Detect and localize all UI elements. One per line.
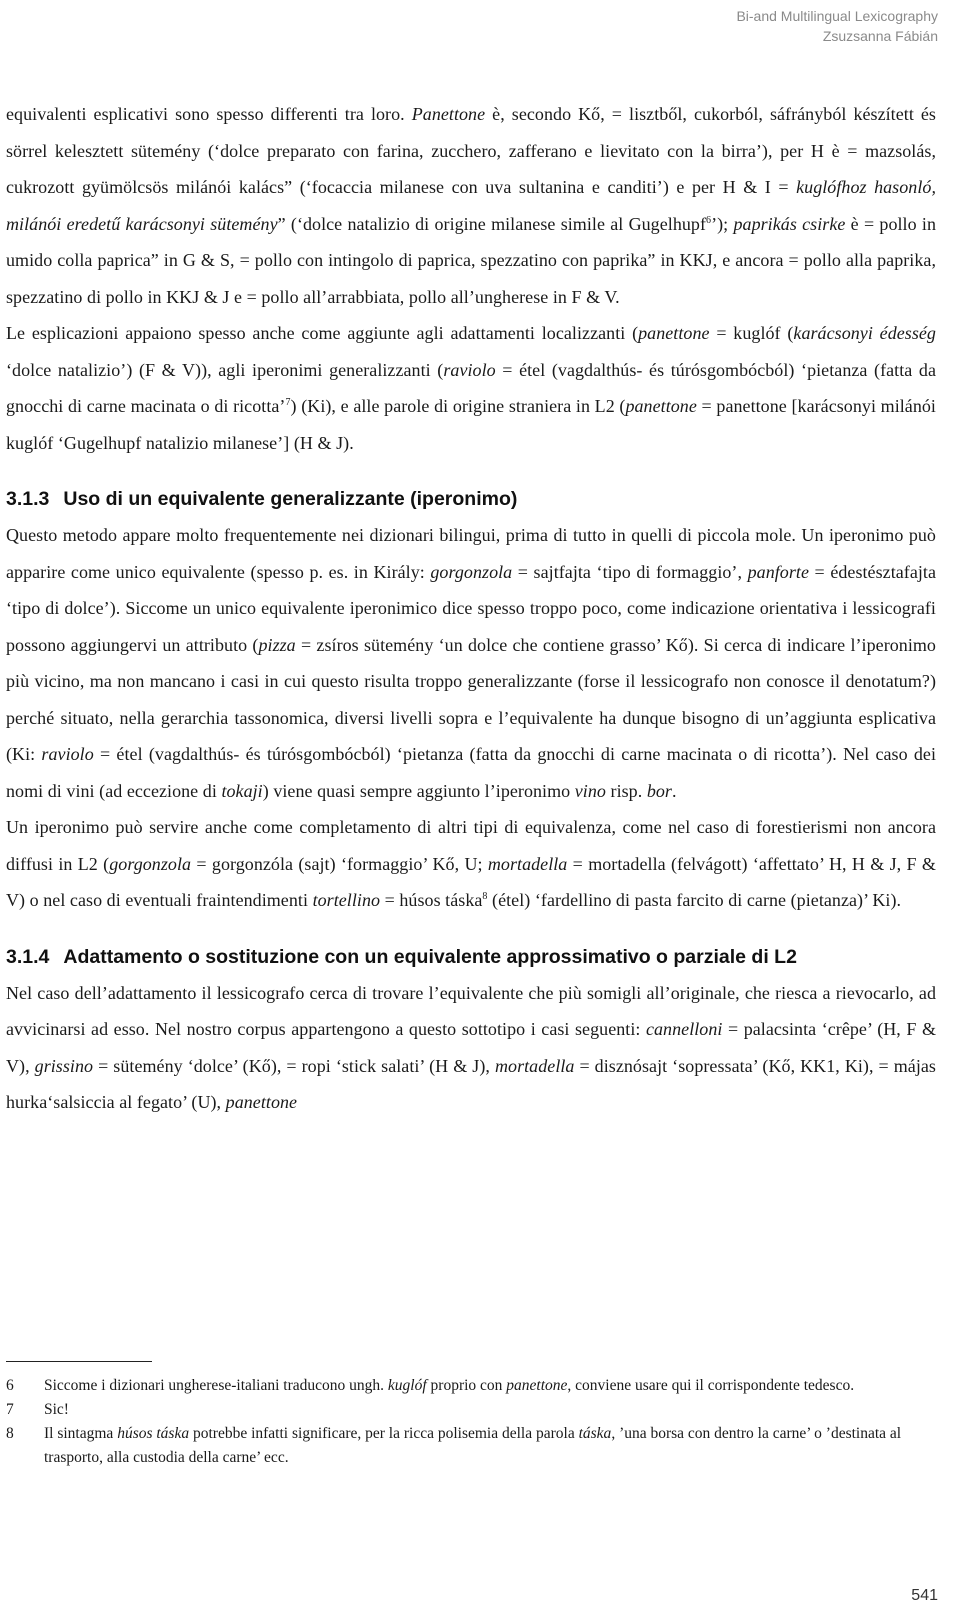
main-content: [6, 96, 936, 1121]
italic-term: vino: [574, 780, 606, 801]
italic-term: tortellino: [312, 890, 381, 910]
paragraph-4: [6, 809, 936, 919]
italic-term: raviolo: [41, 744, 94, 764]
italic-term: karácsonyi édesség: [793, 323, 936, 343]
italic-term: Panettone: [411, 104, 486, 124]
italic-term: kuglófhoz hasonló, milánói eredetű karácsonyi sütemény: [6, 177, 936, 234]
text-span: Un iperonimo può servire anche come completamento di altri tipi di equivalenza, come nel caso di forestierismi non ancora diffusi in L2 (: [6, 817, 936, 874]
paragraph-1: [6, 96, 936, 315]
text-span: = zsíros sütemény ‘un dolce che contiene grasso’ Kő). Si cerca di indicare l’iperonimo più vicino, ma non mancano i casi in cui questo risulta troppo generalizzante (forse il lessicografo non conosce il denotatum?) perché situato, nella gerarchia tassonomica, diversi livelli sopra e l’equivalente ha dunque bisogno di un’aggiunta esplicativa (Ki:: [6, 634, 936, 764]
paragraph-5: [6, 975, 936, 1121]
section-number: 3.1.3: [6, 488, 50, 510]
text-span: è = pollo in umido colla paprica” in G & S, = pollo con intingolo di paprica, spezzatino con paprika” in KKJ, e ancora = pollo alla paprika, spezzatino di pollo in KKJ & J e = pollo all’arrabbiata, pollo all’ungherese in F & V.: [6, 213, 936, 307]
italic-term: gorgonzola: [109, 853, 192, 874]
italic-term: húsos táska: [117, 1425, 190, 1442]
italic-term: tokaji: [221, 780, 263, 801]
footnote-7: [6, 1398, 936, 1422]
text-span: = palacsinta ‘crêpe’ (H, F & V),: [6, 1019, 937, 1076]
italic-term: panettone: [225, 1092, 298, 1112]
text-span: Siccome i dizionari ungherese-italiani traducono ungh.: [44, 1377, 388, 1394]
text-span: proprio con: [426, 1377, 507, 1394]
footnote-divider: [6, 1361, 152, 1362]
text-span: Nel caso dell’adattamento il lessicografo cerca di trovare l’equivalente che più somigli all’originale, che riesca a rievocarlo, ad avvicinarsi ad esso. Nel nostro corpus appartengono a questo sottotipo i casi seguenti:: [6, 982, 936, 1039]
author-name: Zsuzsanna Fábián: [822, 28, 938, 44]
section-title: Uso di un equivalente generalizzante (iperonimo): [63, 488, 518, 510]
footnote-ref-7[interactable]: 7: [285, 397, 291, 408]
text-span: = disznósajt ‘sopressata’ (Kő, KK1, Ki), = májas hurka‘salsiccia al fegato’ (U),: [6, 1055, 936, 1112]
text-span: potrebbe infatti significare, per la ricca polisemia della parola: [189, 1425, 579, 1442]
text-span: = gorgonzóla (sajt) ‘formaggio’ Kő, U;: [191, 853, 488, 874]
italic-term: panettone: [625, 396, 697, 416]
text-span: ‘dolce natalizio’) (F & V)), agli iperonimi generalizzanti (: [6, 359, 444, 380]
text-span: = sajtfajta ‘tipo di formaggio’,: [512, 561, 748, 582]
footnote-text: Sic!: [44, 1401, 69, 1418]
footnote-8: [6, 1422, 936, 1470]
text-span: = mortadella (felvágott) ‘affettato’ H, H & J, F & V) o nel caso di eventuali fraintendimenti: [6, 853, 936, 910]
italic-term: panforte: [747, 561, 809, 582]
text-span: risp.: [605, 780, 647, 801]
italic-term: cannelloni: [645, 1019, 723, 1039]
section-number: 3.1.4: [6, 945, 50, 968]
italic-term: panettone: [506, 1377, 568, 1394]
journal-title: Bi-and Multilingual Lexicography: [736, 8, 938, 24]
italic-term: kuglóf: [387, 1377, 427, 1394]
footnote-ref-8[interactable]: 8: [482, 891, 488, 902]
section-heading-3-1-4: [6, 939, 936, 975]
text-span: è, secondo Kő, = lisztből, cukorból, sáfrányból készített és sörrel kelesztett sütemény (‘dolce preparato con farina, zucchero, zafferano e lievitato con la birra’), per H è = mazsolás, cukrozott gyümölcsös milánói kalács” (‘focaccia milanese con uva sultanina e canditi’) e per H & I =: [6, 104, 936, 197]
section-heading-3-1-3: [6, 481, 936, 517]
footnote-6: [6, 1374, 936, 1398]
running-header: [736, 6, 938, 46]
footnote-number: 8: [6, 1425, 14, 1442]
text-span: , ’una borsa con dentro la carne’ o ’destinata al trasporto, alla custodia della carne’ ecc.: [44, 1425, 902, 1466]
text-span: = húsos táska: [380, 890, 483, 910]
text-span: = étel (vagdalthús- és túrósgombócból) ‘pietanza (fatta da gnocchi di carne macinata o di ricotta’). Nel caso dei nomi di vini (ad eccezione di: [6, 744, 936, 801]
footnotes: [6, 1374, 936, 1470]
text-span: ’);: [711, 213, 734, 234]
italic-term: mortadella: [494, 1055, 575, 1076]
italic-term: grissino: [34, 1055, 94, 1076]
text-span: Il sintagma: [44, 1425, 118, 1442]
text-span: = étel (vagdalthús- és túrósgombócból) ‘pietanza (fatta da gnocchi di carne macinata o di ricotta’: [6, 359, 936, 416]
section-title: Adattamento o sostituzione con un equivalente approssimativo o parziale di L2: [63, 945, 797, 968]
footnote-ref-6[interactable]: 6: [706, 214, 712, 226]
footnote-text: [44, 1374, 936, 1398]
text-span: (étel) ‘fardellino di pasta farcito di carne (pietanza)’ Ki).: [487, 890, 902, 910]
text-span: = sütemény ‘dolce’ (Kő), = ropi ‘stick salati’ (H & J),: [93, 1055, 495, 1076]
italic-term: táska: [578, 1425, 612, 1442]
text-span: ) (Ki), e alle parole di origine straniera in L2 (: [290, 396, 626, 416]
italic-term: pizza: [258, 634, 296, 655]
text-span: = édestésztafajta ‘tipo di dolce’). Siccome un unico equivalente iperonimico dice spesso troppo poco, come indicazione orientativa i lessicografi possono aggiungervi un attributo (: [6, 561, 937, 655]
footnote-number: 6: [6, 1377, 14, 1394]
italic-term: bor: [646, 780, 672, 801]
text-span: ” (‘dolce natalizio di origine milanese simile al Gugelhupf: [277, 213, 707, 234]
text-span: Le esplicazioni appaiono spesso anche come aggiunte agli adattamenti localizzanti (: [6, 323, 639, 343]
text-span: Questo metodo appare molto frequentemente nei dizionari bilingui, prima di tutto in quelli di piccola mole. Un iperonimo può apparire come unico equivalente (spesso p. es. in Király:: [6, 525, 936, 582]
italic-term: mortadella: [487, 853, 568, 874]
text-span: = panettone [karácsonyi milánói kuglóf ‘Gugelhupf natalizio milanese’] (H & J).: [6, 396, 936, 453]
text-span: = kuglóf (: [709, 323, 794, 343]
footnote-number: 7: [6, 1401, 14, 1418]
italic-term: paprikás csirke: [733, 213, 846, 234]
italic-term: raviolo: [443, 359, 496, 380]
italic-term: gorgonzola: [430, 561, 513, 582]
text-span: .: [671, 780, 677, 801]
text-span: equivalenti esplicativi sono spesso differenti tra loro.: [6, 104, 412, 124]
text-span: ) viene quasi sempre aggiunto l’iperonimo: [262, 780, 575, 801]
italic-term: panettone: [638, 323, 710, 343]
page-number: 541: [911, 1587, 938, 1604]
paragraph-2: [6, 315, 936, 461]
paragraph-3: [6, 517, 936, 809]
text-span: , conviene usare qui il corrispondente tedesco.: [567, 1377, 855, 1394]
footnote-text: [44, 1422, 936, 1470]
